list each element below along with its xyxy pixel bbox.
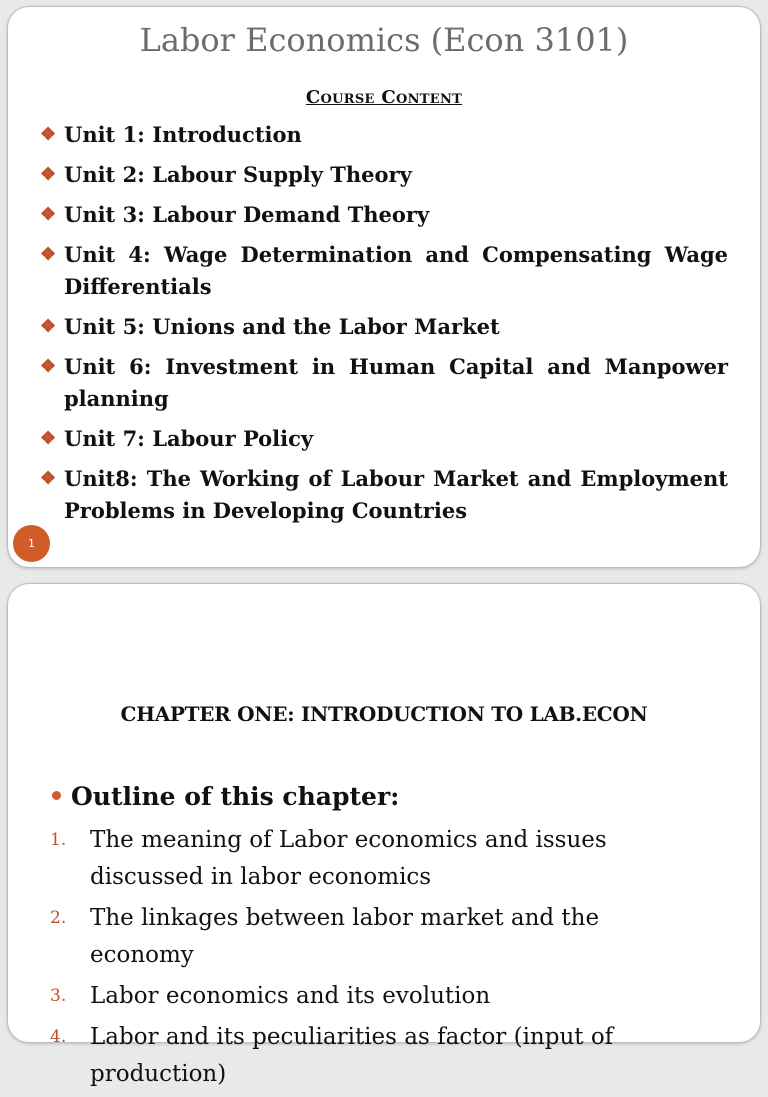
outline-item: [50, 822, 710, 896]
unit-item: ❖ Unit 6: Investment in Human Capital and Manpower planning: [40, 351, 728, 415]
unit-item: ❖ Unit 2: Labour Supply Theory: [40, 159, 728, 191]
outline-item: [50, 978, 710, 1015]
outline-list: [50, 822, 710, 1097]
unit-item: ❖ Unit 5: Unions and the Labor Market: [40, 311, 728, 343]
outline-heading: Outline of this chapter:: [52, 782, 399, 811]
diamond-bullet-icon: ❖: [40, 316, 57, 337]
unit-list: [40, 119, 728, 535]
outline-item-text: Labor and its peculiarities as factor (input of production): [90, 1024, 614, 1087]
slide-title: Labor Economics (Econ 3101): [139, 21, 629, 59]
diamond-bullet-icon: ❖: [40, 164, 57, 185]
outline-item: [50, 900, 710, 974]
slide-course-content: [7, 6, 761, 568]
diamond-bullet-icon: ❖: [40, 428, 57, 449]
outline-item-number: 4.: [50, 1027, 67, 1047]
unit-item: ❖ Unit8: The Working of Labour Market and Employment Problems in Developing Countries: [40, 463, 728, 527]
diamond-bullet-icon: ❖: [40, 356, 57, 377]
unit-item: ❖ Unit 1: Introduction: [40, 119, 728, 151]
diamond-bullet-icon: ❖: [40, 244, 57, 265]
diamond-bullet-icon: ❖: [40, 204, 57, 225]
chapter-title: CHAPTER ONE: INTRODUCTION TO LAB.ECON: [120, 702, 648, 726]
unit-item: ❖ Unit 4: Wage Determination and Compensating Wage Differentials: [40, 239, 728, 303]
outline-item-number: 2.: [50, 908, 67, 928]
slide-chapter-one: [7, 583, 761, 1087]
diamond-bullet-icon: ❖: [40, 468, 57, 489]
outline-item-text: Labor economics and its evolution: [90, 983, 491, 1009]
dot-bullet-icon: [52, 791, 61, 800]
unit-item: ❖ Unit 3: Labour Demand Theory: [40, 199, 728, 231]
diamond-bullet-icon: ❖: [40, 124, 57, 145]
outline-item-text: The meaning of Labor economics and issues discussed in labor economics: [90, 827, 607, 890]
page-number-badge: 1: [13, 525, 50, 562]
outline-item-number: 1.: [50, 830, 67, 850]
unit-item: ❖ Unit 7: Labour Policy: [40, 423, 728, 455]
outline-item: [50, 1019, 710, 1093]
outline-item-text: The linkages between labor market and the economy: [90, 905, 600, 968]
slide-subtitle: Course Content: [305, 87, 463, 108]
outline-item-number: 3.: [50, 986, 67, 1006]
